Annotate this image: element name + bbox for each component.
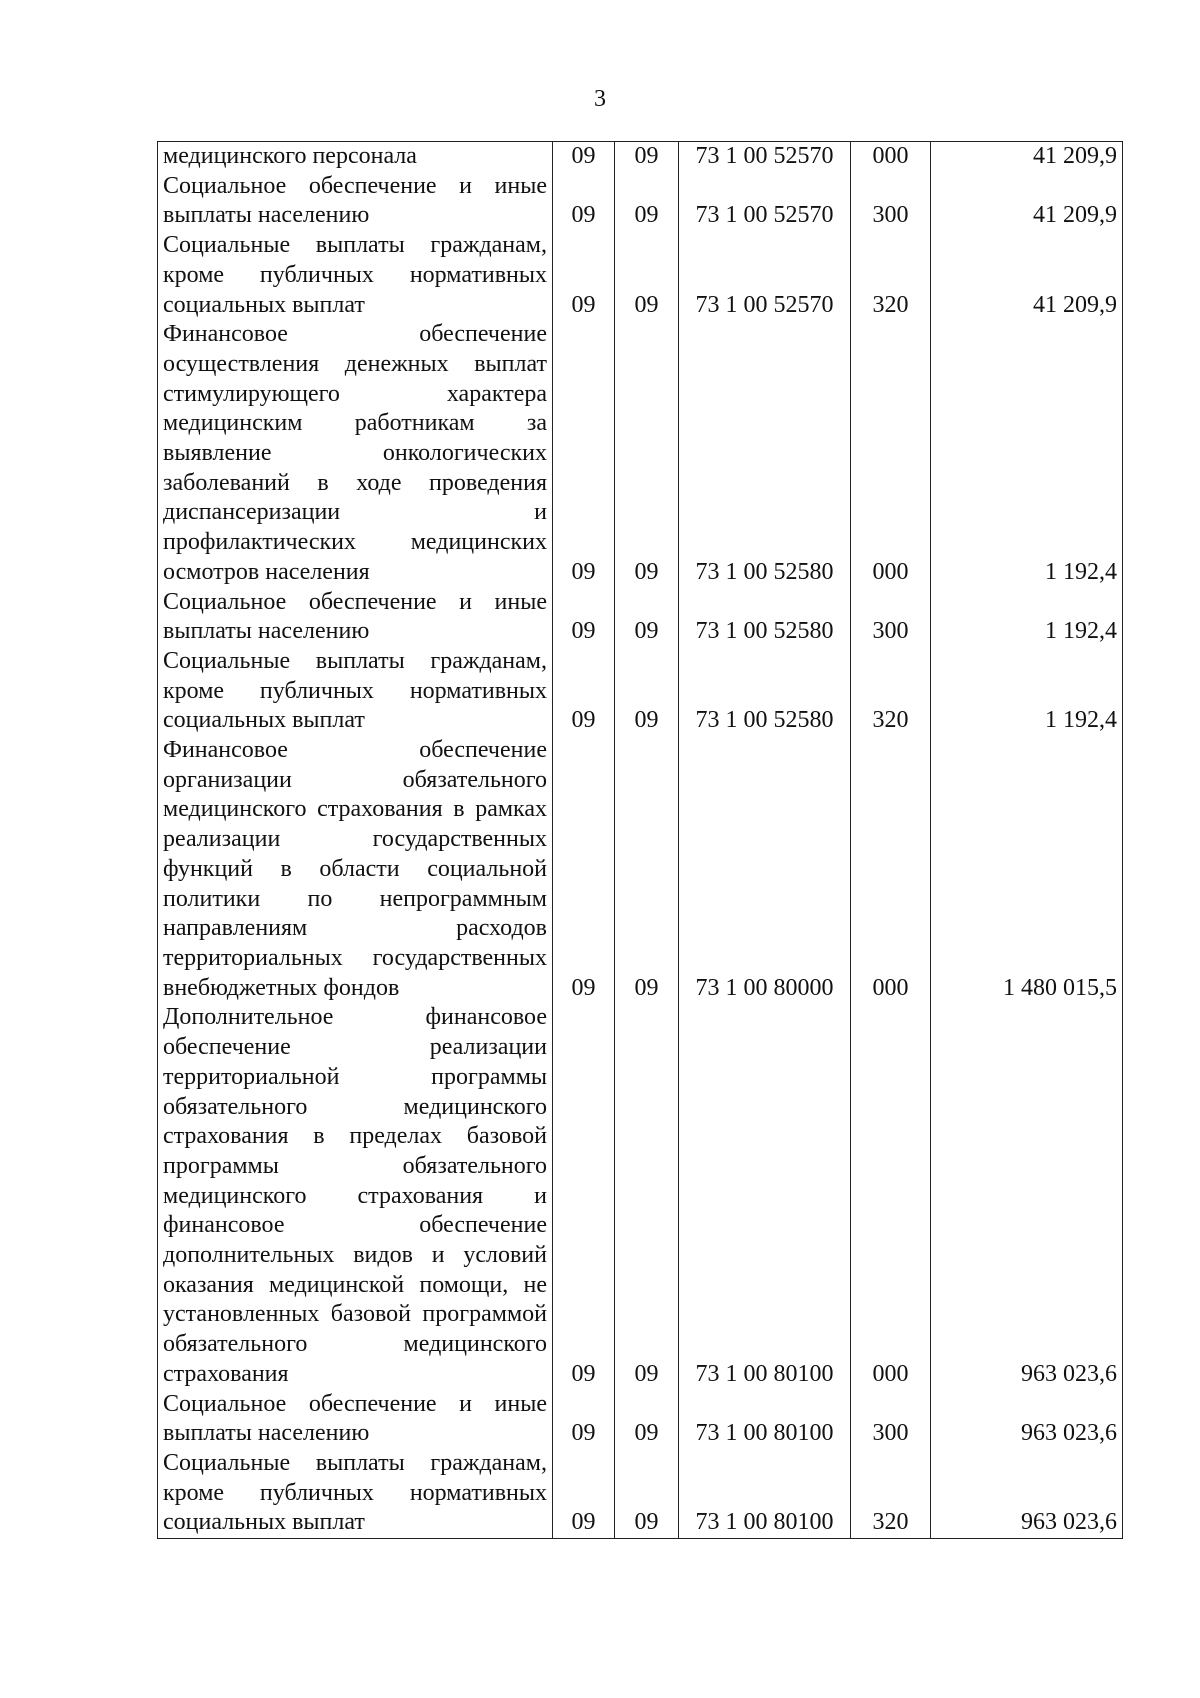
row-name: Социальные выплаты гражданам, кроме публичных нормативных социальных выплат — [158, 1449, 553, 1539]
row-expense-type: 000 — [851, 1003, 931, 1389]
row-name: Социальное обеспечение и иные выплаты населению — [158, 588, 553, 647]
row-subsection: 09 — [615, 231, 679, 320]
table-row — [158, 736, 1123, 1003]
row-expense-type: 000 — [851, 736, 931, 1003]
row-name: Дополнительное финансовое обеспечение реализации территориальной программы обязательного медицинского страхования в пределах базовой программы обязательного медицинского страхования и финансовое обеспечение дополнительных видов и условий оказания медицинской помощи, не установленных базовой программой обязательного медицинского страхования — [158, 1003, 553, 1389]
table-row — [158, 231, 1123, 320]
row-target-article: 73 1 00 80000 — [679, 736, 851, 1003]
row-target-article: 73 1 00 80100 — [679, 1390, 851, 1449]
row-expense-type: 300 — [851, 172, 931, 231]
row-subsection: 09 — [615, 172, 679, 231]
row-amount: 1 192,4 — [931, 647, 1123, 736]
row-expense-type: 320 — [851, 1449, 931, 1539]
page-number: 3 — [594, 86, 606, 112]
row-target-article: 73 1 00 52570 — [679, 142, 851, 172]
row-section: 09 — [553, 320, 615, 587]
row-section: 09 — [553, 736, 615, 1003]
row-target-article: 73 1 00 52570 — [679, 172, 851, 231]
row-amount: 41 209,9 — [931, 142, 1123, 172]
row-target-article: 73 1 00 52580 — [679, 588, 851, 647]
table-row — [158, 588, 1123, 647]
row-subsection: 09 — [615, 736, 679, 1003]
row-amount: 1 192,4 — [931, 320, 1123, 587]
row-subsection: 09 — [615, 1390, 679, 1449]
row-name: Социальные выплаты гражданам, кроме публичных нормативных социальных выплат — [158, 231, 553, 320]
row-name: Социальные выплаты гражданам, кроме публичных нормативных социальных выплат — [158, 647, 553, 736]
row-amount: 1 192,4 — [931, 588, 1123, 647]
row-section: 09 — [553, 142, 615, 172]
row-amount: 41 209,9 — [931, 231, 1123, 320]
row-section: 09 — [553, 588, 615, 647]
row-name: медицинского персонала — [158, 142, 553, 172]
budget-table — [157, 141, 1123, 1539]
table-row — [158, 320, 1123, 587]
row-amount: 963 023,6 — [931, 1003, 1123, 1389]
row-name: Социальное обеспечение и иные выплаты населению — [158, 172, 553, 231]
row-subsection: 09 — [615, 1449, 679, 1539]
row-subsection: 09 — [615, 647, 679, 736]
row-amount: 41 209,9 — [931, 172, 1123, 231]
row-section: 09 — [553, 647, 615, 736]
table-row — [158, 172, 1123, 231]
row-section: 09 — [553, 172, 615, 231]
table-row — [158, 142, 1123, 172]
row-amount: 963 023,6 — [931, 1449, 1123, 1539]
row-amount: 1 480 015,5 — [931, 736, 1123, 1003]
row-expense-type: 000 — [851, 142, 931, 172]
row-target-article: 73 1 00 52580 — [679, 647, 851, 736]
row-section: 09 — [553, 231, 615, 320]
row-subsection: 09 — [615, 588, 679, 647]
table-row — [158, 1003, 1123, 1389]
row-expense-type: 000 — [851, 320, 931, 587]
row-expense-type: 300 — [851, 588, 931, 647]
row-amount: 963 023,6 — [931, 1390, 1123, 1449]
table-row — [158, 647, 1123, 736]
table-row — [158, 1390, 1123, 1449]
row-target-article: 73 1 00 52570 — [679, 231, 851, 320]
row-name: Финансовое обеспечение осуществления денежных выплат стимулирующего характера медицинским работникам за выявление онкологических заболеваний в ходе проведения диспансеризации и профилактических медицинских осмотров населения — [158, 320, 553, 587]
row-expense-type: 320 — [851, 647, 931, 736]
row-subsection: 09 — [615, 142, 679, 172]
row-section: 09 — [553, 1449, 615, 1539]
row-expense-type: 300 — [851, 1390, 931, 1449]
row-expense-type: 320 — [851, 231, 931, 320]
row-section: 09 — [553, 1390, 615, 1449]
row-target-article: 73 1 00 52580 — [679, 320, 851, 587]
row-subsection: 09 — [615, 1003, 679, 1389]
row-name: Финансовое обеспечение организации обязательного медицинского страхования в рамках реализации государственных функций в области социальной политики по непрограммным направлениям расходов территориальных государственных внебюджетных фондов — [158, 736, 553, 1003]
row-name: Социальное обеспечение и иные выплаты населению — [158, 1390, 553, 1449]
row-subsection: 09 — [615, 320, 679, 587]
row-target-article: 73 1 00 80100 — [679, 1003, 851, 1389]
row-section: 09 — [553, 1003, 615, 1389]
row-target-article: 73 1 00 80100 — [679, 1449, 851, 1539]
table-row — [158, 1449, 1123, 1539]
